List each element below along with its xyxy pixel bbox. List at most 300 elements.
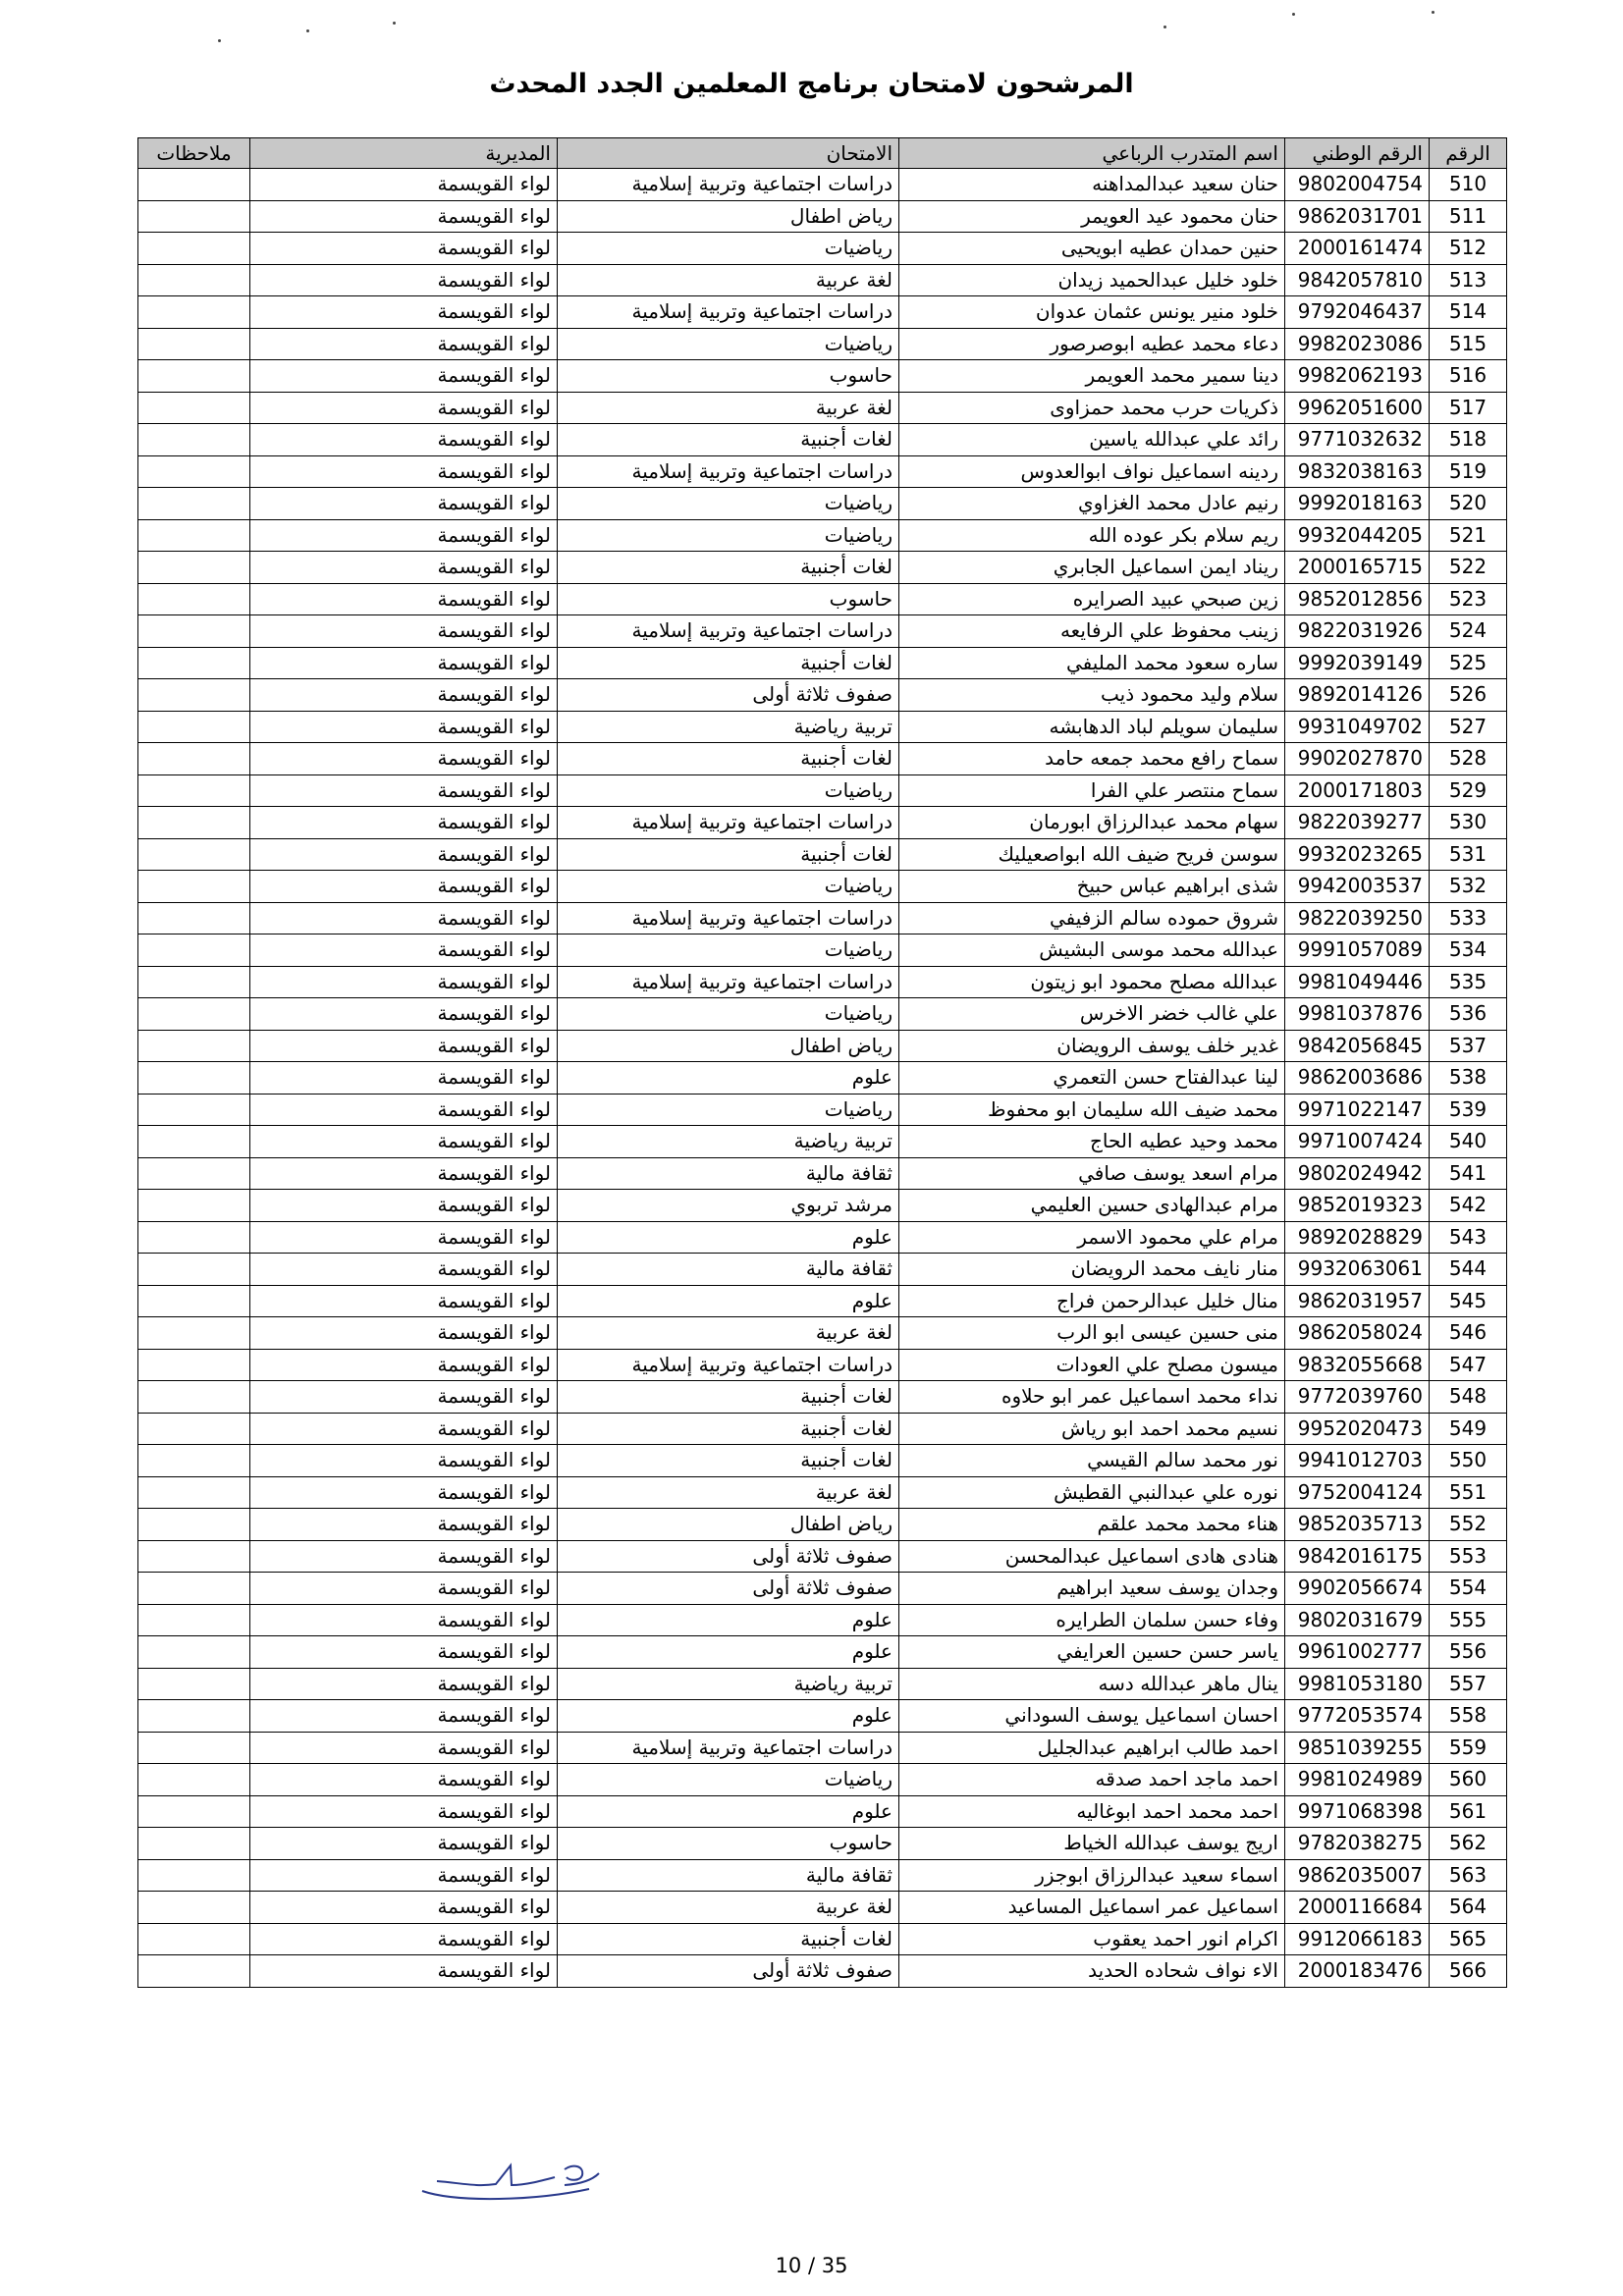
cell-exam: لغات أجنبية (558, 1381, 899, 1414)
cell-national-id: 9981024989 (1285, 1764, 1430, 1796)
cell-directorate: لواء القويسمة (250, 1509, 558, 1541)
cell-name: رنيم عادل محمد الغزاوي (899, 488, 1285, 520)
cell-name: عبدالله مصلح محمود ابو زيتون (899, 966, 1285, 998)
cell-name: شذى ابراهيم عباس حبيخ (899, 871, 1285, 903)
cell-number: 549 (1430, 1413, 1507, 1445)
table-row (138, 1126, 1507, 1158)
cell-directorate: لواء القويسمة (250, 902, 558, 934)
cell-notes (138, 966, 250, 998)
cell-name: ذكريات حرب محمد حمزاوى (899, 392, 1285, 424)
scan-speck (393, 22, 396, 25)
table-row (138, 1700, 1507, 1733)
cell-exam: لغات أجنبية (558, 552, 899, 584)
table-row (138, 743, 1507, 775)
cell-directorate: لواء القويسمة (250, 1062, 558, 1095)
table-row (138, 1732, 1507, 1764)
table-row (138, 1892, 1507, 1924)
cell-number: 562 (1430, 1828, 1507, 1860)
cell-exam: دراسات اجتماعية وتربية إسلامية (558, 1732, 899, 1764)
cell-notes (138, 647, 250, 679)
cell-name: مرام عبدالهادى حسين العليمي (899, 1190, 1285, 1222)
table-row (138, 1157, 1507, 1190)
cell-exam: صفوف ثلاثة أولى (558, 679, 899, 712)
cell-notes (138, 998, 250, 1031)
cell-number: 566 (1430, 1955, 1507, 1988)
cell-directorate: لواء القويسمة (250, 328, 558, 360)
cell-national-id: 2000171803 (1285, 774, 1430, 807)
cell-national-id: 9962051600 (1285, 392, 1430, 424)
cell-number: 553 (1430, 1540, 1507, 1573)
scan-speck (306, 29, 309, 32)
column-header-name: اسم المتدرب الرباعي (899, 138, 1285, 169)
cell-national-id: 9971007424 (1285, 1126, 1430, 1158)
cell-name: شروق حموده سالم الزفيفي (899, 902, 1285, 934)
cell-national-id: 9992018163 (1285, 488, 1430, 520)
cell-exam: لغة عربية (558, 392, 899, 424)
table-row (138, 1221, 1507, 1254)
cell-notes (138, 1254, 250, 1286)
cell-notes (138, 1923, 250, 1955)
cell-exam: رياضيات (558, 233, 899, 265)
cell-directorate: لواء القويسمة (250, 1795, 558, 1828)
table-row (138, 1604, 1507, 1636)
cell-number: 555 (1430, 1604, 1507, 1636)
cell-exam: حاسوب (558, 1828, 899, 1860)
cell-name: منى حسين عيسى ابو الرب (899, 1317, 1285, 1350)
cell-name: ريناد ايمن اسماعيل الجابري (899, 552, 1285, 584)
cell-directorate: لواء القويسمة (250, 296, 558, 329)
cell-exam: رياض اطفال (558, 1509, 899, 1541)
cell-notes (138, 264, 250, 296)
cell-notes (138, 1764, 250, 1796)
cell-name: حنان سعيد عبدالمداهنه (899, 169, 1285, 201)
cell-exam: حاسوب (558, 583, 899, 615)
cell-name: احسان اسماعيل يوسف السوداني (899, 1700, 1285, 1733)
cell-notes (138, 1636, 250, 1669)
table-row (138, 871, 1507, 903)
cell-exam: دراسات اجتماعية وتربية إسلامية (558, 966, 899, 998)
cell-name: منار نايف محمد الرويضان (899, 1254, 1285, 1286)
cell-directorate: لواء القويسمة (250, 1892, 558, 1924)
cell-directorate: لواء القويسمة (250, 774, 558, 807)
cell-exam: لغات أجنبية (558, 1413, 899, 1445)
cell-directorate: لواء القويسمة (250, 711, 558, 743)
cell-directorate: لواء القويسمة (250, 1955, 558, 1988)
cell-notes (138, 1732, 250, 1764)
table-row (138, 1540, 1507, 1573)
cell-notes (138, 1094, 250, 1126)
cell-exam: علوم (558, 1604, 899, 1636)
cell-exam: علوم (558, 1636, 899, 1669)
cell-directorate: لواء القويسمة (250, 647, 558, 679)
cell-notes (138, 743, 250, 775)
cell-notes (138, 360, 250, 393)
cell-exam: لغة عربية (558, 1476, 899, 1509)
cell-national-id: 9852012856 (1285, 583, 1430, 615)
table-row (138, 1573, 1507, 1605)
candidates-table (137, 137, 1507, 1988)
scan-speck (1292, 13, 1295, 16)
cell-directorate: لواء القويسمة (250, 743, 558, 775)
cell-national-id: 9902056674 (1285, 1573, 1430, 1605)
column-header-exam: الامتحان (558, 138, 899, 169)
cell-directorate: لواء القويسمة (250, 1476, 558, 1509)
cell-national-id: 9842056845 (1285, 1030, 1430, 1062)
cell-directorate: لواء القويسمة (250, 1828, 558, 1860)
table-row (138, 264, 1507, 296)
cell-notes (138, 233, 250, 265)
cell-name: ساره سعود محمد المليفي (899, 647, 1285, 679)
table-row (138, 424, 1507, 456)
cell-national-id: 9782038275 (1285, 1828, 1430, 1860)
cell-national-id: 9832055668 (1285, 1349, 1430, 1381)
cell-directorate: لواء القويسمة (250, 392, 558, 424)
cell-number: 551 (1430, 1476, 1507, 1509)
cell-exam: ثقافة مالية (558, 1157, 899, 1190)
cell-exam: علوم (558, 1285, 899, 1317)
cell-national-id: 2000183476 (1285, 1955, 1430, 1988)
cell-notes (138, 838, 250, 871)
cell-name: نور محمد سالم القيسي (899, 1445, 1285, 1477)
table-row (138, 1285, 1507, 1317)
cell-name: زين صبحي عبيد الصرايره (899, 583, 1285, 615)
cell-notes (138, 455, 250, 488)
table-row (138, 838, 1507, 871)
table-row (138, 647, 1507, 679)
cell-national-id: 9991057089 (1285, 934, 1430, 967)
cell-exam: تربية رياضية (558, 1668, 899, 1700)
table-row (138, 488, 1507, 520)
cell-national-id: 9862031701 (1285, 200, 1430, 233)
cell-number: 538 (1430, 1062, 1507, 1095)
cell-directorate: لواء القويسمة (250, 1254, 558, 1286)
cell-exam: دراسات اجتماعية وتربية إسلامية (558, 169, 899, 201)
cell-number: 558 (1430, 1700, 1507, 1733)
cell-name: خلود منير يونس عثمان عدوان (899, 296, 1285, 329)
table-body (138, 169, 1507, 1988)
cell-exam: علوم (558, 1221, 899, 1254)
cell-name: سماح منتصر علي الفرا (899, 774, 1285, 807)
cell-notes (138, 1828, 250, 1860)
cell-directorate: لواء القويسمة (250, 1157, 558, 1190)
cell-notes (138, 1413, 250, 1445)
cell-directorate: لواء القويسمة (250, 424, 558, 456)
cell-directorate: لواء القويسمة (250, 871, 558, 903)
cell-notes (138, 774, 250, 807)
header-row (138, 138, 1507, 169)
cell-number: 539 (1430, 1094, 1507, 1126)
cell-national-id: 9961002777 (1285, 1636, 1430, 1669)
column-header-national-id: الرقم الوطني (1285, 138, 1430, 169)
table-row (138, 233, 1507, 265)
cell-national-id: 9992039149 (1285, 647, 1430, 679)
cell-national-id: 9932023265 (1285, 838, 1430, 871)
cell-directorate: لواء القويسمة (250, 1094, 558, 1126)
cell-number: 559 (1430, 1732, 1507, 1764)
cell-name: سلام وليد محمود ذيب (899, 679, 1285, 712)
cell-name: حنان محمود عيد العويمر (899, 200, 1285, 233)
cell-exam: رياضيات (558, 1764, 899, 1796)
cell-number: 526 (1430, 679, 1507, 712)
cell-number: 543 (1430, 1221, 1507, 1254)
cell-exam: لغة عربية (558, 264, 899, 296)
cell-directorate: لواء القويسمة (250, 1190, 558, 1222)
cell-name: مرام اسعد يوسف صافي (899, 1157, 1285, 1190)
cell-national-id: 9862031957 (1285, 1285, 1430, 1317)
cell-number: 550 (1430, 1445, 1507, 1477)
table-row (138, 1254, 1507, 1286)
cell-name: اسماعيل عمر اسماعيل المساعيد (899, 1892, 1285, 1924)
table-row (138, 774, 1507, 807)
cell-name: ريم سلام بكر عوده الله (899, 519, 1285, 552)
cell-name: الاء نواف شحاده الحديد (899, 1955, 1285, 1988)
column-header-directorate: المديرية (250, 138, 558, 169)
cell-notes (138, 392, 250, 424)
cell-exam: صفوف ثلاثة أولى (558, 1540, 899, 1573)
cell-national-id: 9792046437 (1285, 296, 1430, 329)
cell-name: احمد محمد احمد ابوغاليه (899, 1795, 1285, 1828)
cell-directorate: لواء القويسمة (250, 583, 558, 615)
cell-national-id: 9802024942 (1285, 1157, 1430, 1190)
cell-notes (138, 1062, 250, 1095)
cell-directorate: لواء القويسمة (250, 233, 558, 265)
scan-speck (1432, 11, 1434, 14)
table-header (138, 138, 1507, 169)
table-row (138, 1923, 1507, 1955)
cell-exam: دراسات اجتماعية وتربية إسلامية (558, 296, 899, 329)
table-row (138, 711, 1507, 743)
cell-exam: رياضيات (558, 934, 899, 967)
cell-directorate: لواء القويسمة (250, 1349, 558, 1381)
cell-directorate: لواء القويسمة (250, 1923, 558, 1955)
cell-number: 524 (1430, 615, 1507, 648)
cell-notes (138, 328, 250, 360)
cell-exam: لغات أجنبية (558, 838, 899, 871)
cell-name: غدير خلف يوسف الرويضان (899, 1030, 1285, 1062)
table-row (138, 583, 1507, 615)
cell-number: 540 (1430, 1126, 1507, 1158)
cell-notes (138, 1190, 250, 1222)
cell-number: 542 (1430, 1190, 1507, 1222)
cell-number: 528 (1430, 743, 1507, 775)
table-row (138, 1476, 1507, 1509)
cell-exam: لغات أجنبية (558, 1445, 899, 1477)
cell-number: 531 (1430, 838, 1507, 871)
cell-number: 535 (1430, 966, 1507, 998)
cell-name: رائد علي عبدالله ياسين (899, 424, 1285, 456)
cell-directorate: لواء القويسمة (250, 807, 558, 839)
cell-directorate: لواء القويسمة (250, 1859, 558, 1892)
cell-exam: رياضيات (558, 774, 899, 807)
cell-name: سليمان سويلم لباد الدهابشه (899, 711, 1285, 743)
table-row (138, 1062, 1507, 1095)
cell-national-id: 9851039255 (1285, 1732, 1430, 1764)
table-row (138, 966, 1507, 998)
cell-notes (138, 200, 250, 233)
cell-exam: لغات أجنبية (558, 424, 899, 456)
cell-directorate: لواء القويسمة (250, 1668, 558, 1700)
cell-name: دينا سمير محمد العويمر (899, 360, 1285, 393)
cell-name: نسيم محمد احمد ابو رياش (899, 1413, 1285, 1445)
cell-number: 533 (1430, 902, 1507, 934)
cell-name: محمد ضيف الله سليمان ابو محفوظ (899, 1094, 1285, 1126)
cell-notes (138, 934, 250, 967)
cell-directorate: لواء القويسمة (250, 1221, 558, 1254)
cell-directorate: لواء القويسمة (250, 966, 558, 998)
cell-number: 563 (1430, 1859, 1507, 1892)
cell-exam: رياضيات (558, 998, 899, 1031)
cell-directorate: لواء القويسمة (250, 360, 558, 393)
cell-number: 517 (1430, 392, 1507, 424)
table-row (138, 1859, 1507, 1892)
cell-national-id: 9822039250 (1285, 902, 1430, 934)
cell-name: ردينه اسماعيل نواف ابوالعدوس (899, 455, 1285, 488)
table-row (138, 1349, 1507, 1381)
table-row (138, 169, 1507, 201)
table-row (138, 1828, 1507, 1860)
cell-number: 532 (1430, 871, 1507, 903)
cell-notes (138, 1157, 250, 1190)
cell-name: زينب محفوظ علي الرفايعه (899, 615, 1285, 648)
cell-number: 521 (1430, 519, 1507, 552)
scan-speck (218, 39, 221, 42)
cell-national-id: 9862035007 (1285, 1859, 1430, 1892)
cell-national-id: 9982062193 (1285, 360, 1430, 393)
cell-exam: دراسات اجتماعية وتربية إسلامية (558, 455, 899, 488)
cell-number: 520 (1430, 488, 1507, 520)
cell-notes (138, 1892, 250, 1924)
cell-name: سوسن فريح ضيف الله ابواصعيليك (899, 838, 1285, 871)
cell-national-id: 9802004754 (1285, 169, 1430, 201)
cell-exam: صفوف ثلاثة أولى (558, 1573, 899, 1605)
cell-exam: حاسوب (558, 360, 899, 393)
cell-number: 527 (1430, 711, 1507, 743)
cell-number: 519 (1430, 455, 1507, 488)
cell-notes (138, 1476, 250, 1509)
cell-national-id: 9941012703 (1285, 1445, 1430, 1477)
cell-directorate: لواء القويسمة (250, 934, 558, 967)
cell-notes (138, 1668, 250, 1700)
cell-national-id: 9981037876 (1285, 998, 1430, 1031)
cell-notes (138, 902, 250, 934)
cell-number: 556 (1430, 1636, 1507, 1669)
page-title: المرشحون لامتحان برنامج المعلمين الجدد المحدث (489, 69, 1134, 100)
cell-notes (138, 871, 250, 903)
cell-notes (138, 1509, 250, 1541)
cell-name: محمد وحيد عطيه الحاج (899, 1126, 1285, 1158)
cell-national-id: 9752004124 (1285, 1476, 1430, 1509)
table-row (138, 1381, 1507, 1414)
cell-national-id: 2000116684 (1285, 1892, 1430, 1924)
cell-exam: مرشد تربوي (558, 1190, 899, 1222)
cell-number: 547 (1430, 1349, 1507, 1381)
table-row (138, 455, 1507, 488)
table-row (138, 934, 1507, 967)
cell-exam: علوم (558, 1700, 899, 1733)
table-row (138, 1668, 1507, 1700)
cell-national-id: 9932063061 (1285, 1254, 1430, 1286)
cell-name: سماح رافع محمد جمعه حامد (899, 743, 1285, 775)
cell-national-id: 9971022147 (1285, 1094, 1430, 1126)
cell-name: ينال ماهر عبدالله دسه (899, 1668, 1285, 1700)
cell-exam: رياضيات (558, 1094, 899, 1126)
cell-directorate: لواء القويسمة (250, 615, 558, 648)
cell-name: هنادى هادى اسماعيل عبدالمحسن (899, 1540, 1285, 1573)
cell-notes (138, 1795, 250, 1828)
cell-directorate: لواء القويسمة (250, 1285, 558, 1317)
table-row (138, 1413, 1507, 1445)
cell-number: 523 (1430, 583, 1507, 615)
cell-exam: تربية رياضية (558, 711, 899, 743)
cell-national-id: 9892028829 (1285, 1221, 1430, 1254)
cell-exam: رياضيات (558, 328, 899, 360)
signature-image (417, 2152, 604, 2211)
cell-notes (138, 1317, 250, 1350)
cell-directorate: لواء القويسمة (250, 1573, 558, 1605)
cell-national-id: 9931049702 (1285, 711, 1430, 743)
cell-directorate: لواء القويسمة (250, 1126, 558, 1158)
cell-national-id: 9971068398 (1285, 1795, 1430, 1828)
cell-number: 514 (1430, 296, 1507, 329)
table-row (138, 1795, 1507, 1828)
cell-notes (138, 488, 250, 520)
cell-notes (138, 1126, 250, 1158)
cell-national-id: 9862058024 (1285, 1317, 1430, 1350)
cell-national-id: 2000165715 (1285, 552, 1430, 584)
table-row (138, 1030, 1507, 1062)
cell-notes (138, 169, 250, 201)
cell-notes (138, 1030, 250, 1062)
table-row (138, 1955, 1507, 1988)
cell-number: 537 (1430, 1030, 1507, 1062)
cell-number: 544 (1430, 1254, 1507, 1286)
cell-directorate: لواء القويسمة (250, 552, 558, 584)
cell-exam: رياض اطفال (558, 1030, 899, 1062)
table-row (138, 360, 1507, 393)
cell-number: 512 (1430, 233, 1507, 265)
cell-number: 546 (1430, 1317, 1507, 1350)
table-row (138, 392, 1507, 424)
table-row (138, 296, 1507, 329)
cell-name: حنين حمدان عطيه ابويحيى (899, 233, 1285, 265)
column-header-number: الرقم (1430, 138, 1507, 169)
cell-national-id: 9822031926 (1285, 615, 1430, 648)
cell-directorate: لواء القويسمة (250, 1604, 558, 1636)
cell-number: 565 (1430, 1923, 1507, 1955)
cell-directorate: لواء القويسمة (250, 488, 558, 520)
cell-exam: رياض اطفال (558, 200, 899, 233)
cell-exam: صفوف ثلاثة أولى (558, 1955, 899, 1988)
table-row (138, 615, 1507, 648)
cell-exam: رياضيات (558, 488, 899, 520)
cell-national-id: 2000161474 (1285, 233, 1430, 265)
cell-number: 522 (1430, 552, 1507, 584)
cell-notes (138, 519, 250, 552)
cell-name: مرام علي محمود الاسمر (899, 1221, 1285, 1254)
cell-number: 511 (1430, 200, 1507, 233)
table-row (138, 328, 1507, 360)
cell-directorate: لواء القويسمة (250, 1030, 558, 1062)
cell-number: 557 (1430, 1668, 1507, 1700)
cell-directorate: لواء القويسمة (250, 679, 558, 712)
cell-exam: تربية رياضية (558, 1126, 899, 1158)
cell-notes (138, 1955, 250, 1988)
cell-directorate: لواء القويسمة (250, 1540, 558, 1573)
cell-directorate: لواء القويسمة (250, 1732, 558, 1764)
cell-notes (138, 711, 250, 743)
table-row (138, 519, 1507, 552)
cell-number: 560 (1430, 1764, 1507, 1796)
